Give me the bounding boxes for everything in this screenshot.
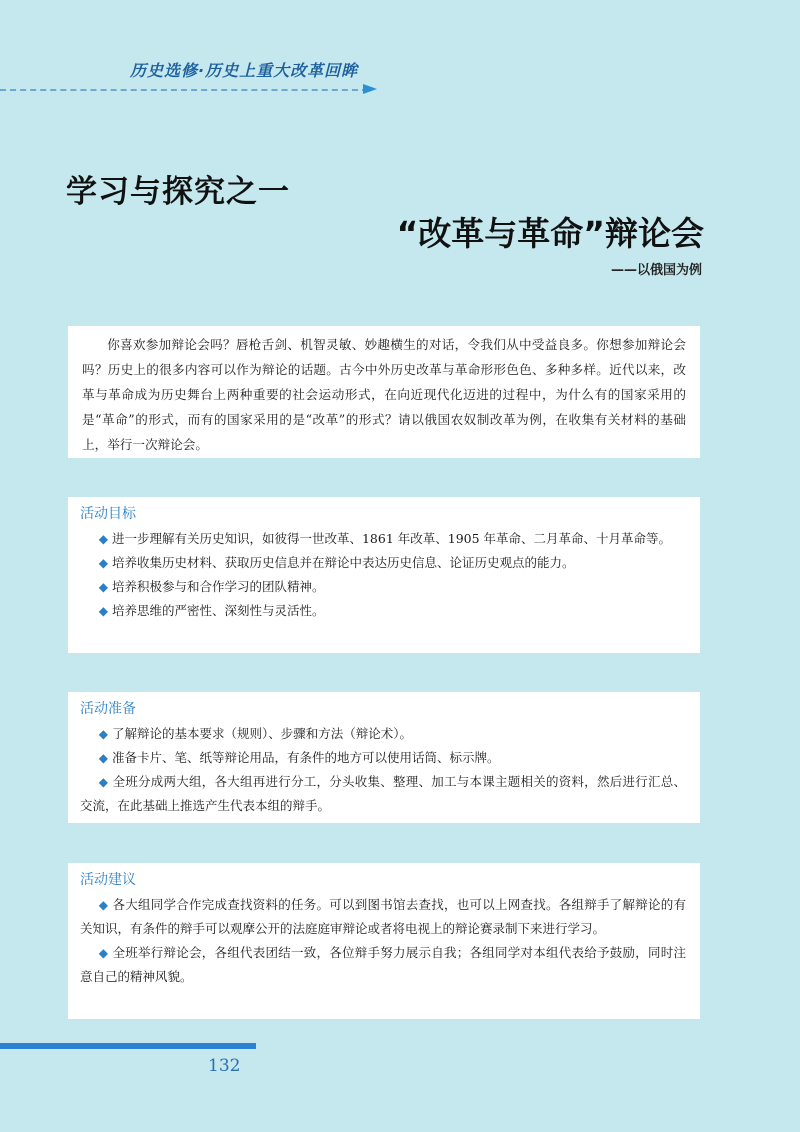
goals-title: 活动目标	[80, 506, 136, 522]
page-subtitle: ——以俄国为例	[610, 263, 702, 278]
footer-bar	[0, 1043, 256, 1049]
goals-item	[80, 527, 686, 551]
preparation-item	[80, 722, 686, 746]
suggestions-title: 活动建议	[80, 872, 136, 888]
section-label: 学习与探究之一	[66, 174, 290, 210]
goals-item-text: 进一步理解有关历史知识，如彼得一世改革、1861 年改革、1905 年革命、二月革命、十月革命等。	[111, 531, 672, 546]
goals-item-text: 培养收集历史材料、获取历史信息并在辩论中表达历史信息、论证历史观点的能力。	[111, 555, 575, 570]
intro-paragraph: 你喜欢参加辩论会吗？唇枪舌剑、机智灵敏、妙趣横生的对话，令我们从中受益良多。你想参加辩论会吗？历史上的很多内容可以作为辩论的话题。古今中外历史改革与革命形形色色、多种多样。近代以来，改革与革命成为历史舞台上两种重要的社会运动形式，在向近现代化迈进的过程中，为什么有的国家采用的是“革命”的形式，而有的国家采用的是“改革”的形式？请以俄国农奴制改革为例，在收集有关材料的基础上，举行一次辩论会。	[82, 337, 686, 452]
diamond-bullet-icon: ◆	[98, 898, 109, 912]
suggestions-box	[68, 863, 700, 1019]
running-header-title: 历史选修·历史上重大改革回眸	[130, 61, 359, 80]
suggestions-item	[80, 941, 686, 989]
preparation-item-text: 准备卡片、笔、纸等辩论用品，有条件的地方可以使用话筒、标示牌。	[111, 750, 500, 765]
page-number: 132	[208, 1056, 241, 1076]
diamond-bullet-icon: ◆	[98, 946, 109, 960]
preparation-item-text: 全班分成两大组，各大组再进行分工，分头收集、整理、加工与本课主题相关的资料，然后进行汇总、交流，在此基础上推选产生代表本组的辩手。	[80, 774, 686, 813]
goals-item	[80, 599, 686, 623]
goals-box	[68, 497, 700, 653]
preparation-title: 活动准备	[80, 701, 136, 717]
page-title: “改革与革命”辩论会	[396, 214, 704, 253]
goals-item	[80, 575, 686, 599]
diamond-bullet-icon: ◆	[98, 604, 108, 618]
diamond-bullet-icon: ◆	[98, 727, 108, 741]
header-arrow-icon	[363, 84, 377, 94]
diamond-bullet-icon: ◆	[98, 580, 108, 594]
intro-box	[68, 326, 700, 458]
header-dashed-rule	[0, 89, 368, 91]
preparation-item	[80, 770, 686, 818]
diamond-bullet-icon: ◆	[98, 556, 108, 570]
suggestions-item-text: 各大组同学合作完成查找资料的任务。可以到图书馆去查找，也可以上网查找。各组辩手了解辩论的有关知识，有条件的辩手可以观摩公开的法庭庭审辩论或者将电视上的辩论赛录制下来进行学习。	[80, 897, 686, 936]
goals-item-text: 培养思维的严密性、深刻性与灵活性。	[111, 603, 325, 618]
diamond-bullet-icon: ◆	[98, 532, 108, 546]
goals-item-text: 培养积极参与和合作学习的团队精神。	[111, 579, 325, 594]
suggestions-item	[80, 893, 686, 941]
diamond-bullet-icon: ◆	[98, 775, 109, 789]
preparation-item-text: 了解辩论的基本要求（规则）、步骤和方法（辩论术）。	[111, 726, 412, 741]
suggestions-item-text: 全班举行辩论会，各组代表团结一致，各位辩手努力展示自我；各组同学对本组代表给予鼓励，同时注意自己的精神风貌。	[80, 945, 686, 984]
preparation-item	[80, 746, 686, 770]
diamond-bullet-icon: ◆	[98, 751, 108, 765]
preparation-box	[68, 692, 700, 823]
goals-item	[80, 551, 686, 575]
